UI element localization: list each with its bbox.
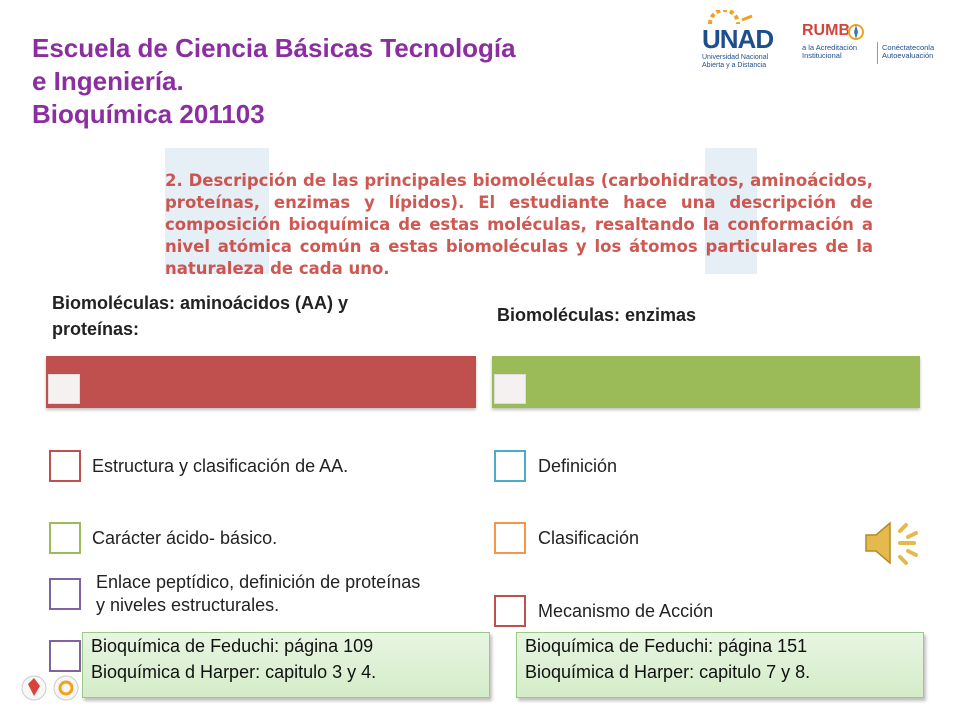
compass-icon xyxy=(846,22,868,42)
speaker-icon[interactable] xyxy=(860,511,924,575)
list-item-definition: Definición xyxy=(538,456,618,476)
right-section-heading: Biomoléculas: enzimas xyxy=(497,305,697,325)
list-item-aa-structure: Estructura y clasificación de AA. xyxy=(92,456,349,476)
left-reference-line-1: Bioquímica de Feduchi: página 109 xyxy=(91,636,374,656)
list-item-peptide-bond: Enlace peptídico, definición de proteínas y niveles estructurales. xyxy=(96,572,421,615)
instruction-banner xyxy=(165,148,873,278)
left-reference-line-2: Bioquímica d Harper: capitulo 3 y 4. xyxy=(91,662,377,682)
checkbox-icon[interactable] xyxy=(49,450,81,482)
header-chip xyxy=(494,374,526,404)
audio-button[interactable] xyxy=(860,511,924,575)
rumbo-subtitle: a la Acreditación Institucional xyxy=(802,43,858,60)
right-header-bar xyxy=(492,356,920,408)
unad-subtitle: Universidad Nacional Abierta y a Distancia xyxy=(702,54,769,69)
left-reference-box xyxy=(82,632,490,698)
checkbox-icon[interactable] xyxy=(494,595,526,627)
title-line-1: Escuela de Ciencia Básicas Tecnología xyxy=(32,33,516,63)
list-item-classification: Clasificación xyxy=(538,528,640,548)
page-title xyxy=(32,32,516,131)
checkbox-icon[interactable] xyxy=(494,450,526,482)
unad-wordmark: UNAD xyxy=(702,24,774,54)
checkbox-icon[interactable] xyxy=(49,522,81,554)
unad-logo xyxy=(690,10,790,78)
rumbo-logo xyxy=(802,22,952,70)
title-line-3: Bioquímica 201103 xyxy=(32,99,265,129)
header-chip xyxy=(48,374,80,404)
title-line-2: e Ingeniería. xyxy=(32,66,184,96)
right-reference-line-2: Bioquímica d Harper: capitulo 7 y 8. xyxy=(525,662,811,682)
left-header-bar xyxy=(46,356,476,408)
checkbox-icon[interactable] xyxy=(49,640,81,672)
checkbox-icon[interactable] xyxy=(49,578,81,610)
rumbo-tagline: Conéctateconla Autoevaluación xyxy=(882,43,935,60)
left-section-heading: Biomoléculas: aminoácidos (AA) y proteínas: xyxy=(52,293,349,339)
right-reference-box xyxy=(516,632,924,698)
list-item-mechanism: Mecanismo de Acción xyxy=(538,601,714,621)
instruction-text: 2. Descripción de las principales biomoléculas (carbohidratos, aminoácidos, proteínas, enzimas y lípidos). El estudiante hace una descripción de composición bioquímica de estas moléculas, resaltando la conformación a nivel atómica común a estas biomoléculas y los átomos particulares de la naturaleza de cada uno. xyxy=(165,171,873,278)
checkbox-icon[interactable] xyxy=(494,522,526,554)
list-item-acid-base: Carácter ácido- básico. xyxy=(92,528,278,548)
right-reference-line-1: Bioquímica de Feduchi: página 151 xyxy=(525,636,808,656)
rumbo-wordmark: RUMB xyxy=(802,22,850,39)
